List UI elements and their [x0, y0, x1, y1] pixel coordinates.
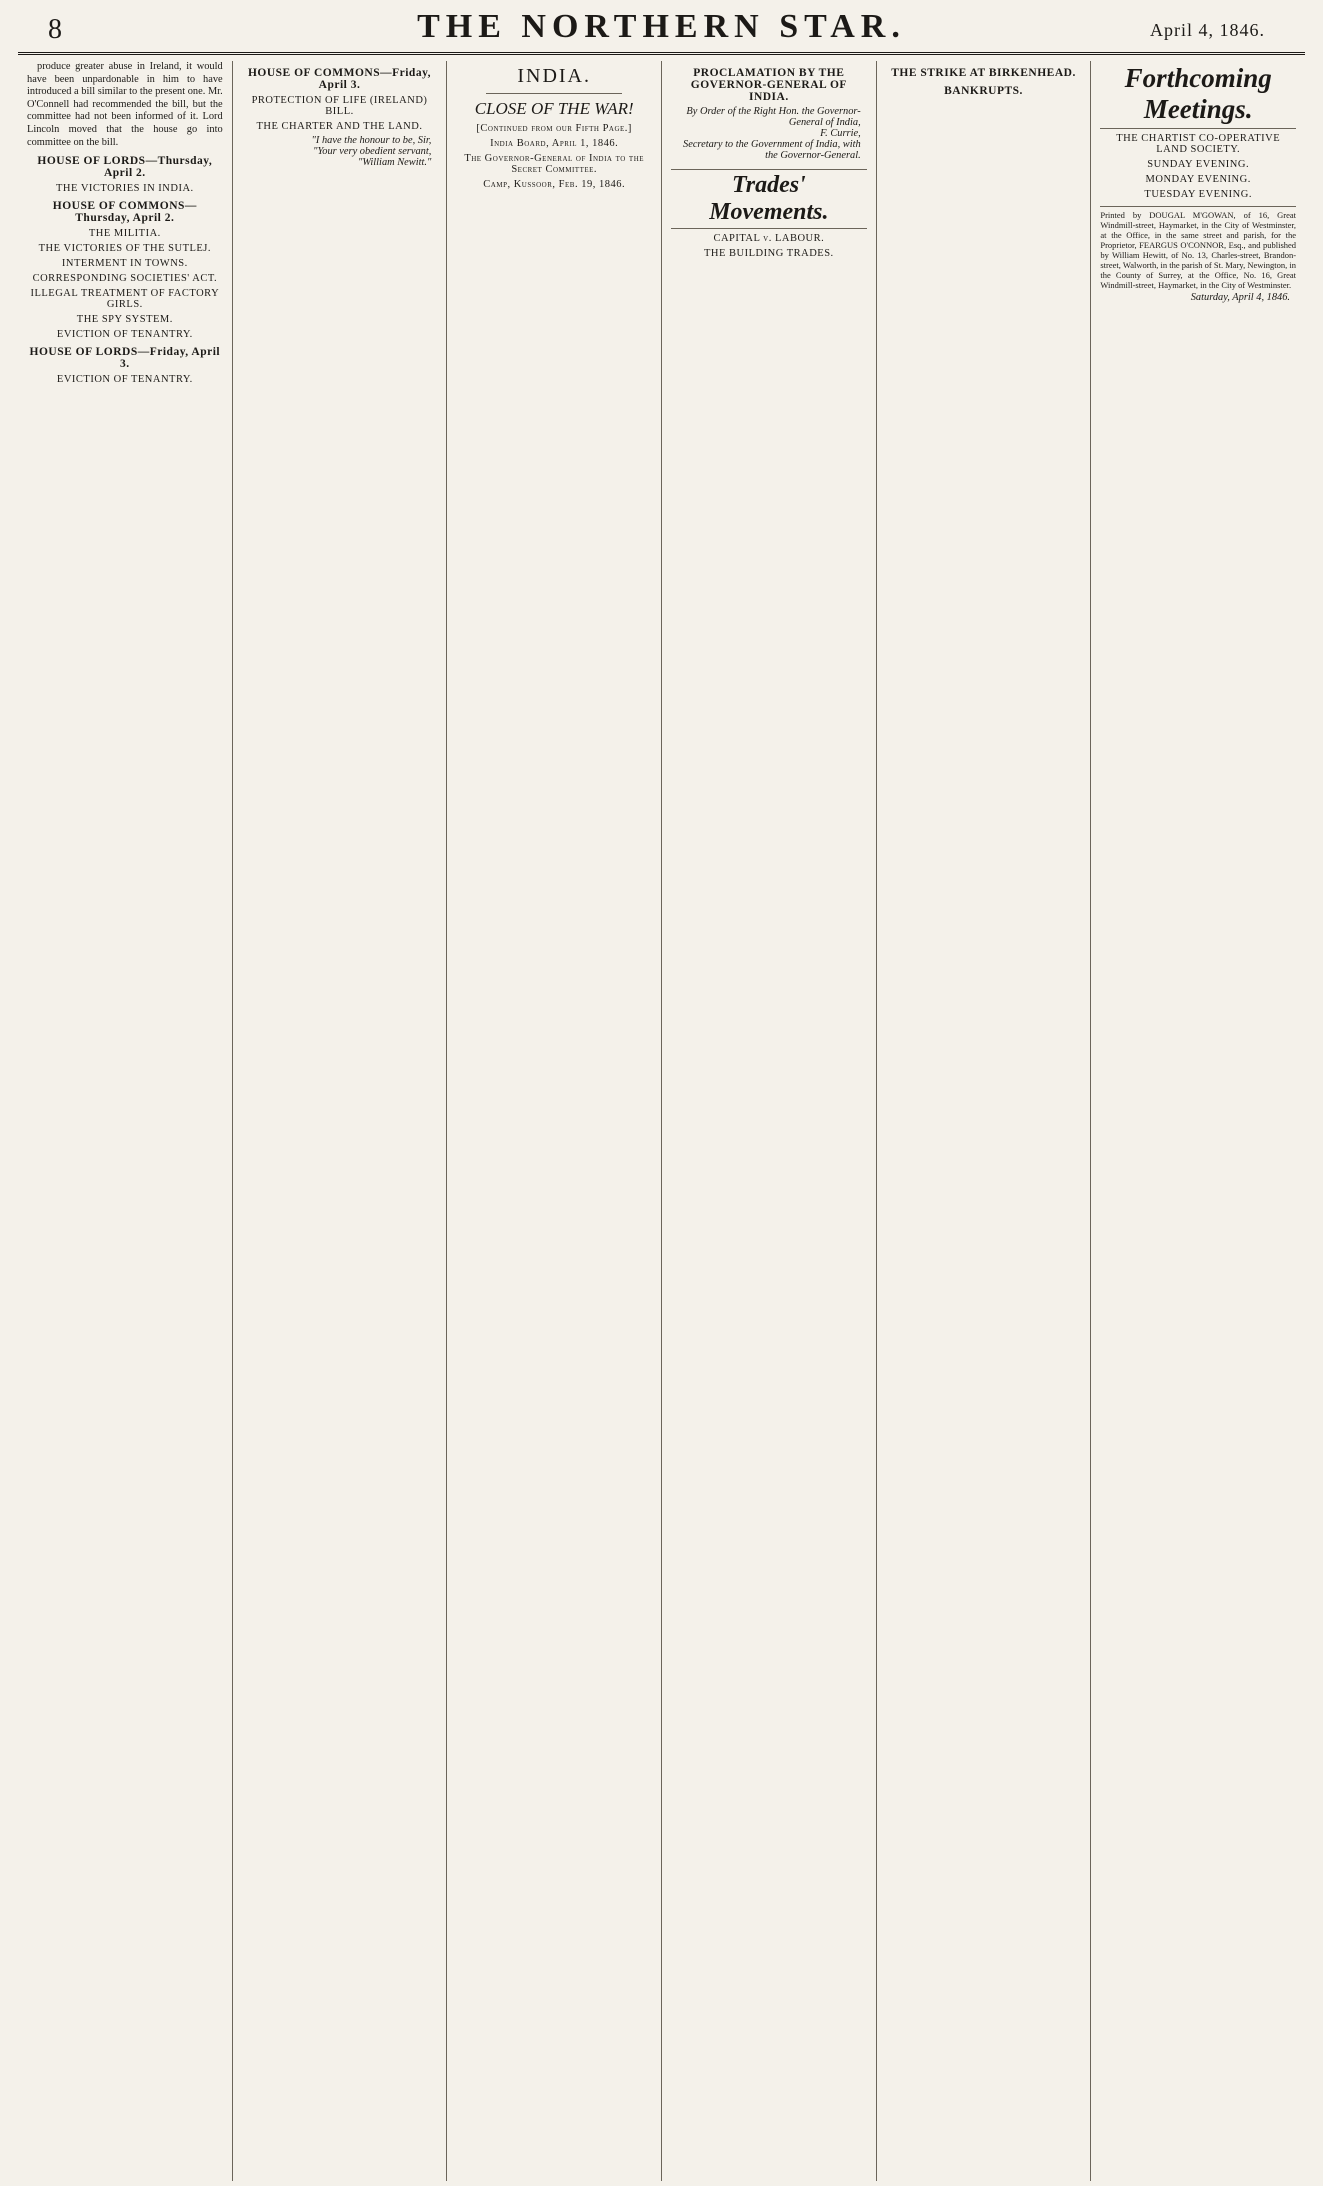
col1-intro: produce greater abuse in Ireland, it would have been unpardonable in him to have introduced a bill similar to the present one. Mr. O'Connell had recommended the bill, but the committee had not been informed of it. Lord Lincoln moved that the house go into committee on the bill. — [27, 61, 223, 148]
col2-heading-0: HOUSE OF COMMONS—Friday, April 3. — [247, 67, 432, 91]
col3-heading-war: CLOSE OF THE WAR! — [474, 99, 634, 118]
col5-heading-strike: THE STRIKE AT BIRKENHEAD. — [891, 67, 1076, 79]
column-3 — [447, 61, 662, 2181]
col5-heading-bankrupts: BANKRUPTS. — [944, 85, 1023, 97]
col3-camp: Camp, Kussoor, Feb. 19, 1846. — [483, 179, 626, 190]
col6-heading-3: TUESDAY EVENING. — [1144, 189, 1252, 200]
column-2 — [233, 61, 448, 2181]
col1-heading-9: EVICTION OF TENANTRY. — [56, 329, 193, 341]
col2-letter-signature: "I have the honour to be, Sir, "Your very obedient servant, "William Newitt." — [311, 135, 432, 168]
forthcoming-meetings-banner: Forthcoming Meetings. — [1100, 63, 1296, 129]
col1-heading-11: EVICTION OF TENANTRY. — [56, 374, 193, 386]
col3-continued: [Continued from our Fifth Page.] — [476, 123, 632, 134]
page-number: 8 — [48, 14, 62, 45]
col1-heading-4: THE VICTORIES OF THE SUTLEJ. — [38, 243, 212, 255]
col4-trades-heading-0: CAPITAL v. LABOUR. — [713, 233, 825, 244]
col2-heading-2: THE CHARTER AND THE LAND. — [256, 121, 423, 132]
col1-heading-0: HOUSE OF LORDS—Thursday, April 2. — [37, 155, 213, 180]
col1-heading-5: INTERMENT IN TOWNS. — [61, 258, 188, 270]
issue-date: April 4, 1846. — [1150, 20, 1265, 40]
column-1 — [18, 61, 233, 2181]
col1-heading-3: THE MILITIA. — [88, 228, 161, 240]
col3-signoff: The Governor-General of India to the Secret Committee. — [464, 153, 645, 175]
col6-heading-0: THE CHARTIST CO-OPERATIVE LAND SOCIETY. — [1116, 133, 1281, 155]
col6-heading-1: SUNDAY EVENING. — [1147, 159, 1250, 170]
col4-order-signature: By Order of the Right Hon. the Governor-General of India, F. Currie, Secretary to the Government of India, with the Governor-General. — [683, 106, 861, 161]
col1-heading-8: THE SPY SYSTEM. — [76, 314, 173, 326]
columns — [18, 61, 1305, 2181]
col1-heading-6: CORRESPONDING SOCIETIES' ACT. — [32, 273, 218, 285]
col1-heading-7: ILLEGAL TREATMENT OF FACTORY GIRLS. — [30, 288, 220, 311]
newspaper-title: THE NORTHERN STAR. — [417, 8, 906, 45]
col1-heading-2: HOUSE OF COMMONS—Thursday, April 2. — [52, 200, 197, 225]
col1-heading-1: THE VICTORIES IN INDIA. — [55, 183, 194, 195]
col2-heading-1: PROTECTION OF LIFE (IRELAND) BILL. — [251, 95, 428, 117]
printer-imprint: Printed by DOUGAL M'GOWAN, of 16, Great Windmill-street, Haymarket, in the City of Westminster, at the Office, in the same street and parish, for the Proprietor, FEARGUS O'CONNOR, Esq., and published by William Hewitt, of No. 13, Charles-street, Brandon-street, Walworth, in the parish of St. Mary, Newington, in the County of Surrey, at the Office, No. 16, Great Windmill-street, Haymarket, in the City of Westminster. Saturday, April 4, 1846. — [1100, 206, 1296, 303]
col4-heading-proclamation: PROCLAMATION BY THE GOVERNOR-GENERAL OF INDIA. — [690, 67, 847, 103]
col3-dateline: India Board, April 1, 1846. — [490, 138, 619, 149]
col3-heading-india: INDIA. — [517, 65, 591, 87]
masthead — [18, 0, 1305, 55]
col6-heading-2: MONDAY EVENING. — [1145, 174, 1251, 185]
column-5 — [877, 61, 1092, 2181]
imprint-date: Saturday, April 4, 1846. — [1190, 292, 1291, 303]
trades-movements-banner: Trades' Movements. — [671, 169, 867, 229]
col4-trades-heading-1: THE BUILDING TRADES. — [704, 248, 834, 259]
col1-heading-10: HOUSE OF LORDS—Friday, April 3. — [29, 346, 221, 371]
column-4 — [662, 61, 877, 2181]
column-6 — [1091, 61, 1305, 2181]
